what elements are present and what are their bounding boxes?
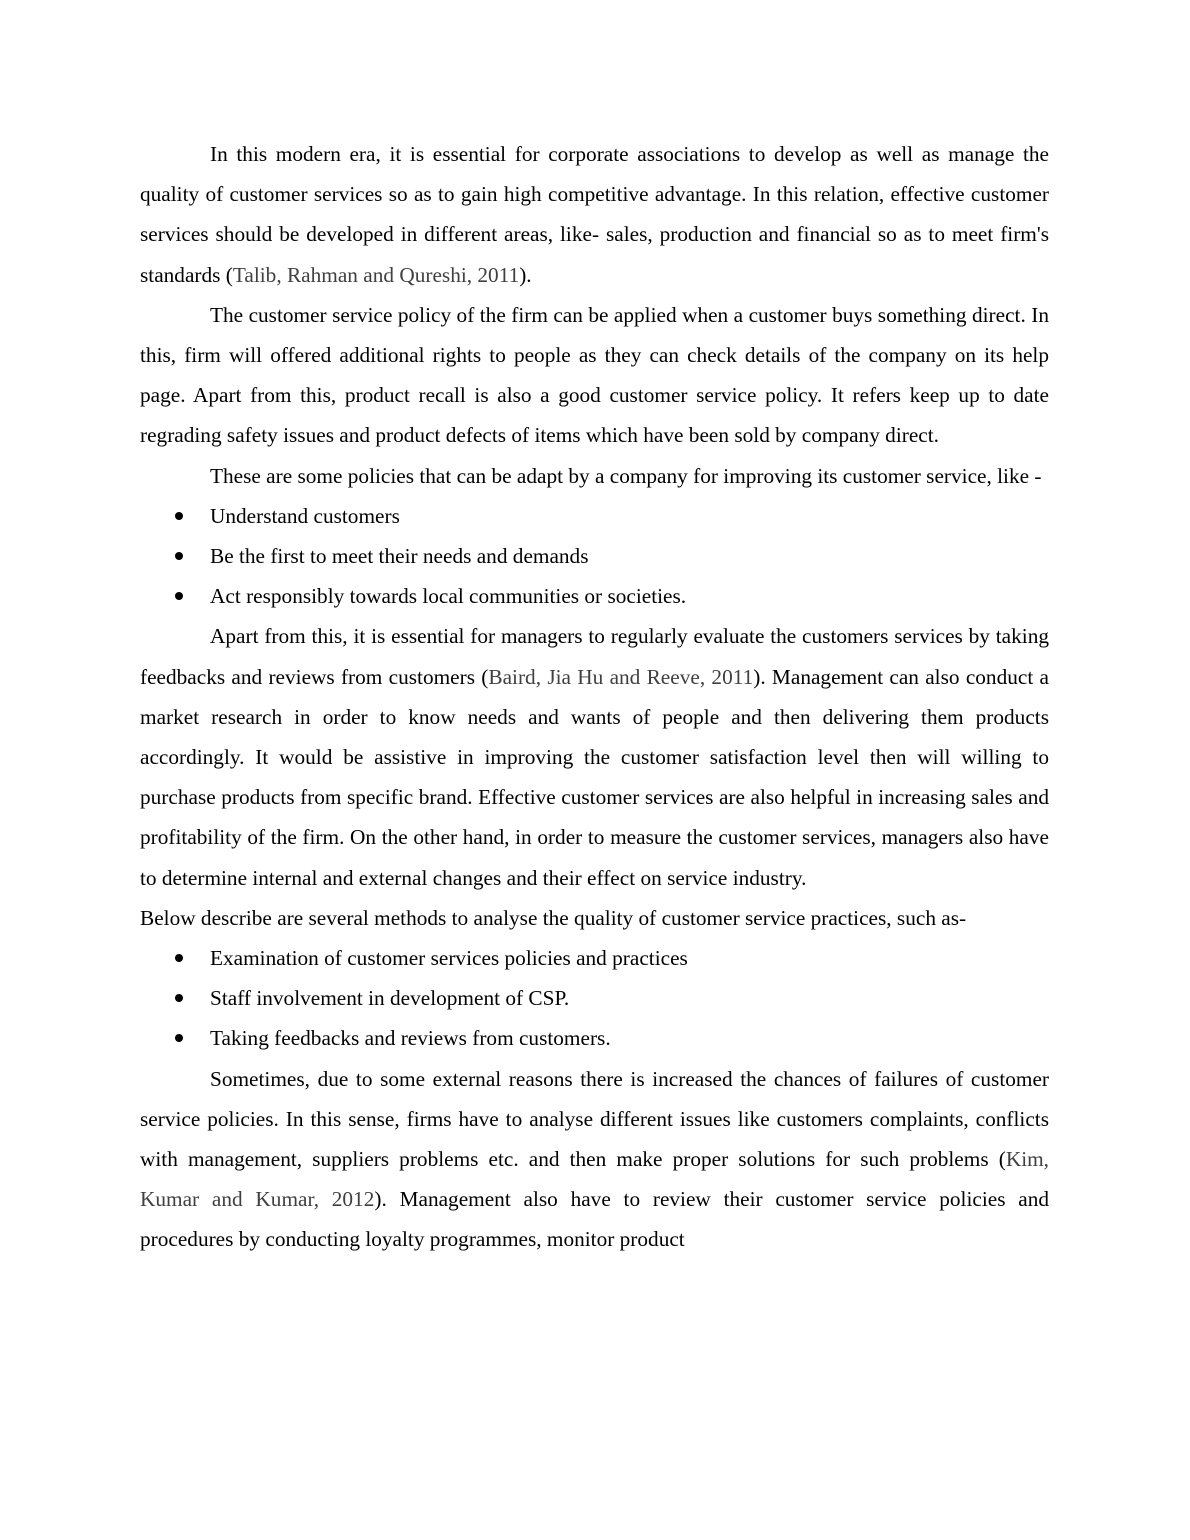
bullet-icon: [175, 592, 183, 600]
list-item: [140, 938, 1049, 978]
list-item: [140, 496, 1049, 536]
list-item-text: Act responsibly towards local communities or societies.: [210, 584, 687, 609]
paragraph-3: These are some policies that can be adapt by a company for improving its customer service, like -: [210, 463, 1042, 488]
policy-list: [140, 496, 1049, 617]
citation-baird: Baird, Jia Hu and Reeve, 2011: [488, 664, 754, 689]
list-item-text: Understand customers: [210, 503, 400, 528]
list-item-text: Examination of customer services policies and practices: [210, 946, 688, 971]
bullet-icon: [175, 994, 183, 1002]
list-item-text: Taking feedbacks and reviews from customers.: [210, 1026, 611, 1051]
paragraph-6-text: Sometimes, due to some external reasons there is increased the chances of failures of customer service policies. In this sense, firms have to analyse different issues like customers complaints, conflicts with management, suppliers problems etc. and then make proper solutions for such problems (: [140, 1066, 1049, 1172]
bullet-icon: [175, 954, 183, 962]
bullet-icon: [175, 1034, 183, 1042]
paragraph-6: [140, 1059, 1049, 1260]
methods-list: [140, 938, 1049, 1059]
bullet-icon: [175, 512, 183, 520]
list-item: [140, 1018, 1049, 1058]
paragraph-6-end: ). Management also have to review their customer service policies and procedures by conducting loyalty programmes, monitor product: [140, 1187, 1049, 1252]
paragraph-1-text: In this modern era, it is essential for corporate associations to develop as well as manage the quality of customer services so as to gain high competitive advantage. In this relation, effective customer services should be developed in different areas, like- sales, production and financial so as to meet firm's standards (: [140, 142, 1049, 287]
paragraph-5: Below describe are several methods to analyse the quality of customer service practices, such as-: [140, 905, 967, 930]
list-item: [140, 576, 1049, 616]
bullet-icon: [175, 552, 183, 560]
list-item-text: Be the first to meet their needs and demands: [210, 544, 589, 569]
paragraph-1-end: ).: [519, 262, 532, 287]
list-item: [140, 978, 1049, 1018]
paragraph-2: The customer service policy of the firm can be applied when a customer buys something direct. In this, firm will offered additional rights to people as they can check details of the company on its help page. Apart from this, product recall is also a good customer service policy. It refers keep up to date regrading safety issues and product defects of items which have been sold by company direct.: [140, 302, 1049, 448]
document-page: [140, 134, 1049, 1260]
paragraph-4: [140, 616, 1049, 897]
citation-kim: Kim, Kumar and Kumar, 2012: [140, 1147, 1049, 1212]
paragraph-4-text: Apart from this, it is essential for managers to regularly evaluate the customers services by taking feedbacks and reviews from customers (: [140, 624, 1049, 689]
list-item-text: Staff involvement in development of CSP.: [210, 986, 570, 1011]
paragraph-1: [140, 134, 1049, 295]
paragraph-4-end: ). Management can also conduct a market research in order to know needs and wants of people and then delivering them products accordingly. It would be assistive in improving the customer satisfaction level then will willing to purchase products from specific brand. Effective customer services are also helpful in increasing sales and profitability of the firm. On the other hand, in order to measure the customer services, managers also have to determine internal and external changes and their effect on service industry.: [140, 664, 1049, 890]
list-item: [140, 536, 1049, 576]
citation-talib: Talib, Rahman and Qureshi, 2011: [232, 262, 520, 287]
